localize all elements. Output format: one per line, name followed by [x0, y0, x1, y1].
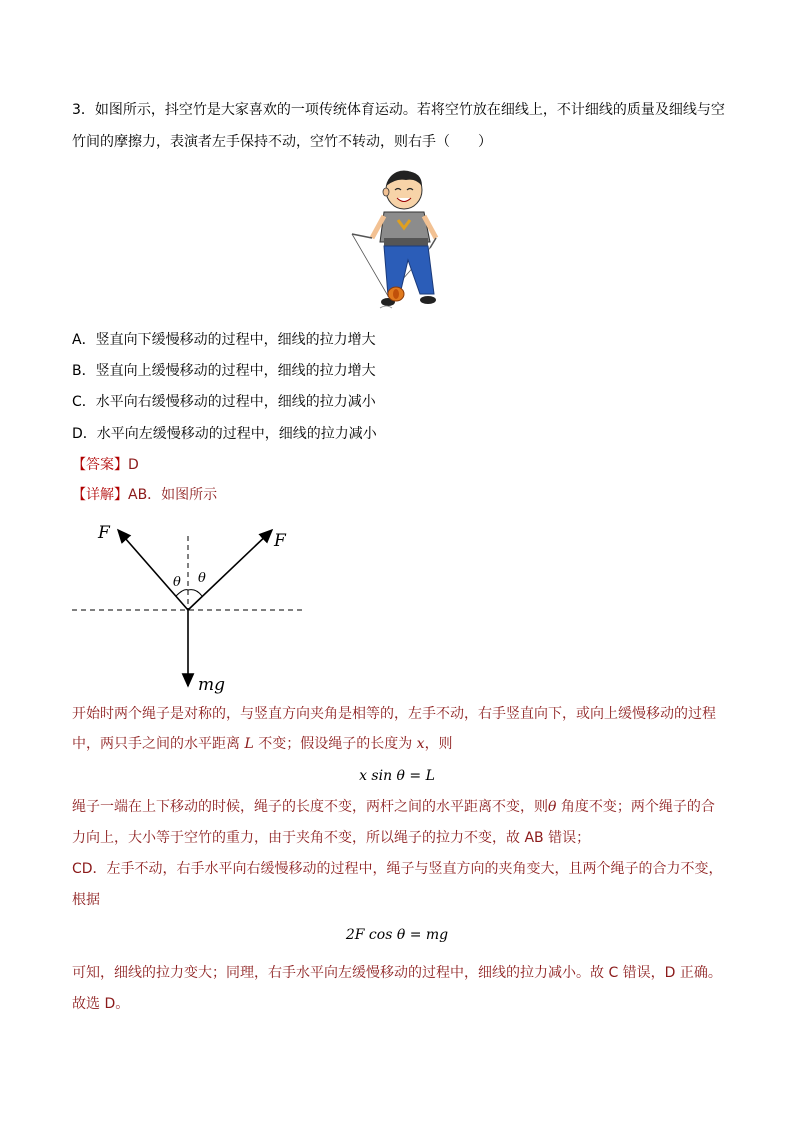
var-theta: θ — [548, 799, 557, 815]
explanation-p4-line2: 故选 D。 — [72, 996, 130, 1012]
text-fragment: ，则 — [424, 736, 453, 752]
detail-tag: 【详解】 — [72, 487, 128, 503]
explanation-p2-line2: 力向上，大小等于空竹的重力，由于夹角不变，所以绳子的拉力不变，故 AB 错误； — [72, 830, 591, 846]
text-fragment: 中，两只手之间的水平距离 — [72, 736, 245, 752]
explanation-p1-line2 — [72, 734, 453, 754]
left-tension-arrow — [118, 530, 188, 610]
question-text-line-2: 竹间的摩擦力，表演者左手保持不动，空竹不转动，则右手（ ） — [72, 134, 492, 150]
answer-line — [72, 455, 139, 475]
explanation-p4-line1: 可知，细线的拉力变大；同理，右手水平向左缓慢移动的过程中，细线的拉力减小。故 C 错误，D 正确。 — [72, 965, 722, 981]
explanation-p3-line1: CD．左手不动，右手水平向右缓慢移动的过程中，绳子与竖直方向的夹角变大，且两个绳子的合力不变， — [72, 861, 723, 877]
diabolo-player-illustration — [350, 168, 448, 314]
answer-value: D — [128, 457, 139, 473]
answer-tag: 【答案】 — [72, 457, 128, 473]
question-text-line-1: 3．如图所示，抖空竹是大家喜欢的一项传统体育运动。若将空竹放在细线上，不计细线的质量及细线与空 — [72, 102, 725, 118]
detail-intro: AB．如图所示 — [128, 487, 218, 503]
var-l: L — [244, 736, 254, 752]
text-fragment: 不变；假设绳子的长度为 — [253, 736, 417, 752]
right-angle-arc — [188, 590, 202, 596]
right-tension-arrow — [188, 530, 272, 610]
detail-line — [72, 485, 217, 505]
explanation-p2-line1 — [72, 797, 715, 817]
force-diagram — [72, 516, 312, 696]
option-c: C．水平向右缓慢移动的过程中，细线的拉力减小 — [72, 394, 376, 410]
option-d: D．水平向左缓慢移动的过程中，细线的拉力减小 — [72, 426, 377, 442]
text-fragment: 绳子一端在上下移动的时候，绳子的长度不变，两杆之间的水平距离不变，则 — [72, 799, 548, 815]
left-angle-arc — [176, 590, 188, 596]
angle-label-right: θ — [198, 571, 206, 586]
option-b: B．竖直向上缓慢移动的过程中，细线的拉力增大 — [72, 363, 376, 379]
force-label-right: F — [274, 531, 286, 551]
explanation-p1-line1: 开始时两个绳子是对称的，与竖直方向夹角是相等的，左手不动，右手竖直向下，或向上缓慢移动的过程 — [72, 706, 716, 722]
equation-2: 2F cos θ = mg — [345, 927, 449, 943]
weight-label: mg — [198, 675, 226, 695]
angle-label-left: θ — [173, 575, 181, 590]
text-fragment: 角度不变；两个绳子的合 — [556, 799, 715, 815]
option-a: A．竖直向下缓慢移动的过程中，细线的拉力增大 — [72, 332, 376, 348]
force-label-left: F — [98, 523, 110, 543]
var-x: x — [416, 736, 425, 752]
explanation-p3-line2: 根据 — [72, 892, 100, 908]
equation-1: x sin θ = L — [359, 768, 435, 784]
